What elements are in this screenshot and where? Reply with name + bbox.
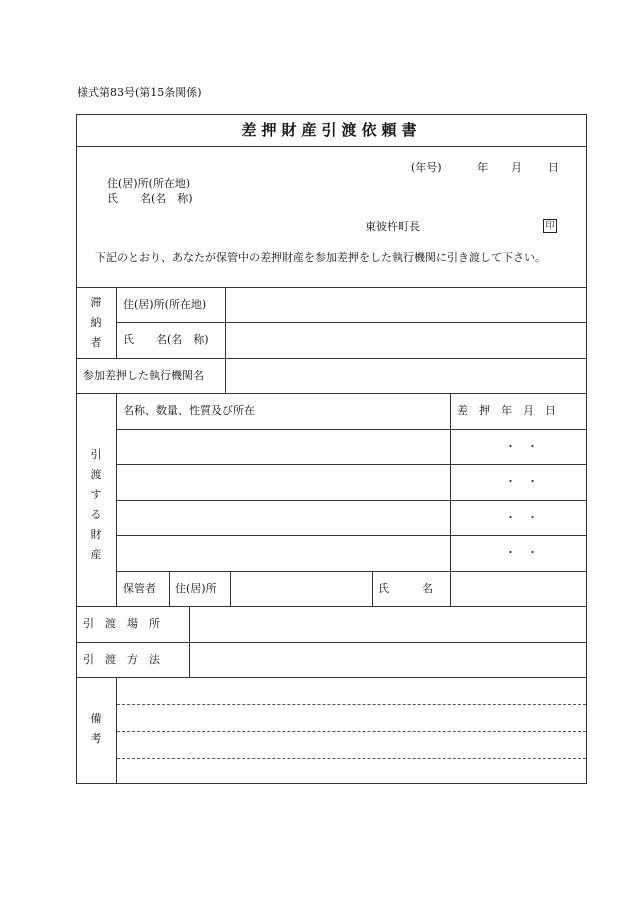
month-label: 月 [511,161,522,174]
custodian-address-field[interactable] [231,572,371,606]
delivery-place-label: 引 渡 場 所 [83,617,160,630]
property-description-header: 名称、数量、性質及び所在 [123,404,255,417]
custodian-name-field[interactable] [451,572,586,606]
divider [77,146,586,147]
divider [116,322,586,323]
recipient-address-label: 住(居)所(所在地) [107,177,191,190]
delivery-method-label: 引 渡 方 法 [83,653,160,666]
delivery-place-field[interactable] [190,607,586,641]
executing-agency-field[interactable] [226,359,586,393]
property-row-3-date[interactable]: ・ ・ [505,511,538,524]
divider [77,393,586,394]
year-era-label: (年号) [411,161,442,174]
delinquent-name-label: 氏 名(名 称) [123,333,209,346]
custodian-address-label: 住(居)所 [175,582,217,595]
delivery-method-field[interactable] [190,643,586,677]
property-row-4-description[interactable] [117,536,449,570]
form-number: 様式第83号(第15条関係) [77,86,202,99]
custodian-name-label: 氏 名 [378,582,433,595]
property-row-3-description[interactable] [117,501,449,535]
custodian-label: 保管者 [123,582,156,595]
notice-text: 下記のとおり、あなたが保管中の差押財産を参加差押をした執行機関に引き渡して下さい。 [95,251,546,264]
form-frame [76,114,587,784]
remarks-label: 備考 [90,712,102,745]
property-row-2-description[interactable] [117,465,449,499]
divider [169,571,170,606]
delinquent-label: 滞納者 [90,296,102,349]
property-row-1-description[interactable] [117,430,449,464]
authority-name: 東彼杵町長 [365,220,420,233]
year-label: 年 [477,161,488,174]
recipient-name-label: 氏 名(名 称) [107,192,193,205]
form-title: 差押財産引渡依頼書 [241,121,422,139]
delinquent-address-field[interactable] [226,288,586,322]
executing-agency-label: 参加差押した執行機関名 [83,369,204,382]
delinquent-address-label: 住(居)所(所在地) [123,298,207,311]
property-row-4-date[interactable]: ・ ・ [505,546,538,559]
property-row-1-date[interactable]: ・ ・ [505,440,538,453]
delinquent-name-field[interactable] [226,323,586,357]
seizure-date-header: 差 押 年 月 日 [457,404,556,417]
seal-mark: 印 [543,219,557,233]
day-label: 日 [548,161,559,174]
property-row-2-date[interactable]: ・ ・ [505,475,538,488]
property-label: 引渡する財産 [90,448,102,561]
divider [372,571,373,606]
remarks-field[interactable] [117,678,586,782]
